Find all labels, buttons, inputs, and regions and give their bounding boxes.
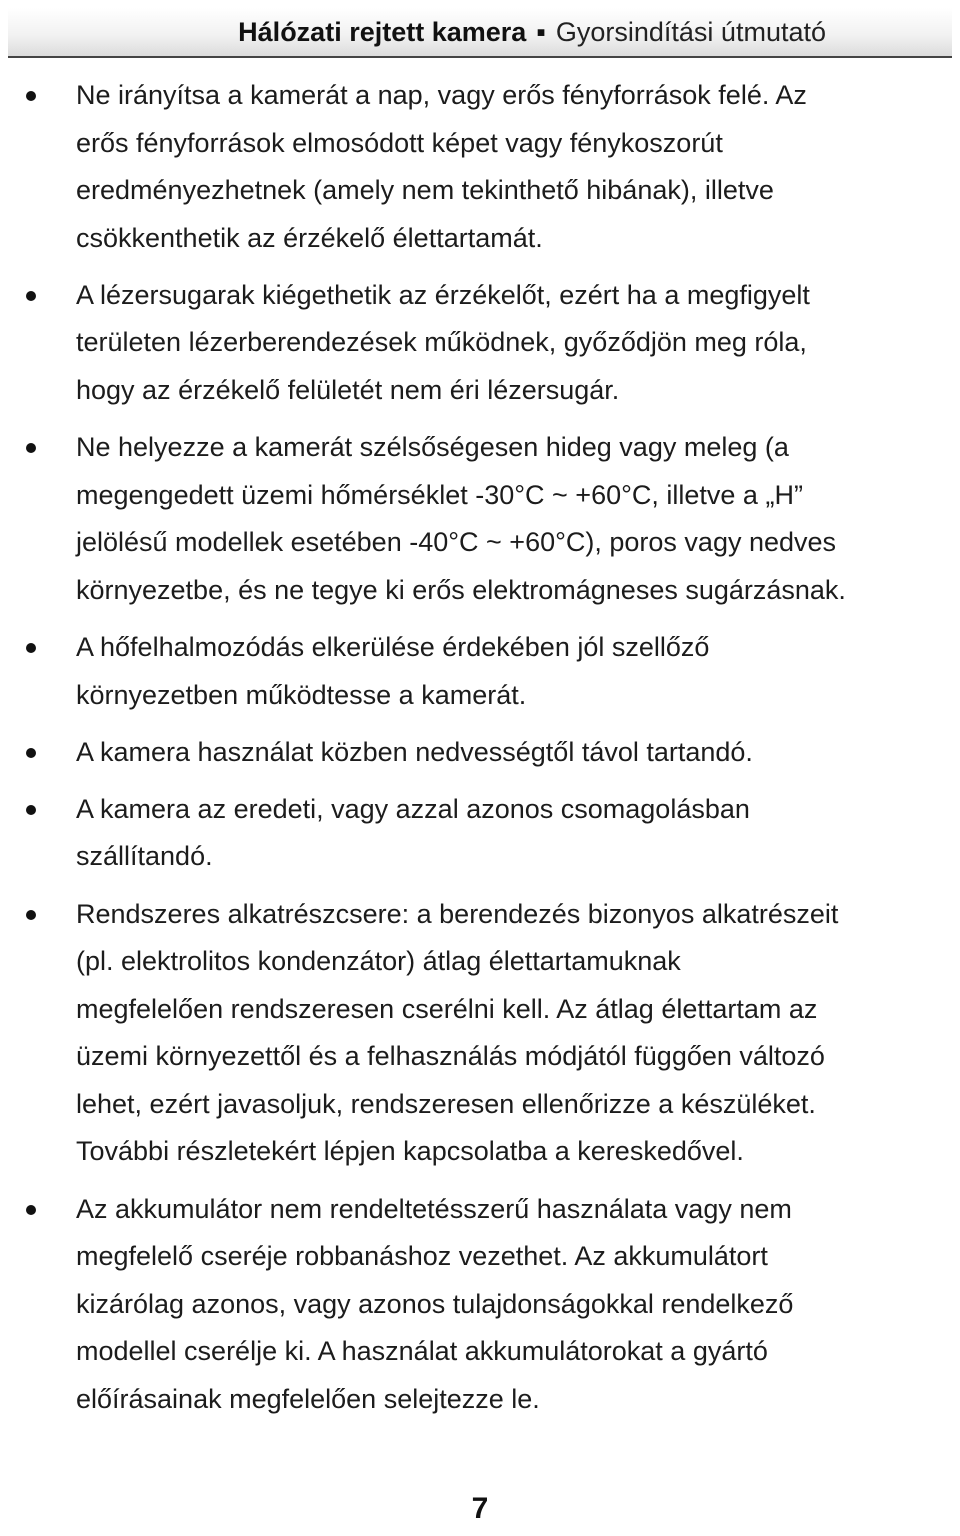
safety-instructions-list <box>26 72 946 1433</box>
text-line: A hőfelhalmozódás elkerülése érdekében jól szellőző <box>76 632 710 663</box>
text-line: Ne helyezze a kamerát szélsőségesen hideg vagy meleg (a <box>76 432 789 463</box>
text-line: Ne irányítsa a kamerát a nap, vagy erős fényforrások felé. Az <box>76 80 807 110</box>
text-line: A kamera használat közben nedvességtől távol tartandó. <box>76 736 753 767</box>
text-line: A lézersugarak kiégethetik az érzékelőt, ezért ha a megfigyelt <box>76 279 810 310</box>
text-line: környezetben működtesse a kamerát. <box>76 679 527 710</box>
text-line: További részletekért lépjen kapcsolatba a kereskedővel. <box>76 1136 744 1167</box>
text-line: Rendszeres alkatrészcsere: a berendezés bizonyos alkatrészeit <box>76 898 839 929</box>
text-line: erős fényforrások elmosódott képet vagy fénykoszorút <box>76 127 723 158</box>
text-line: Az akkumulátor nem rendeltetésszerű használata vagy nem <box>76 1193 792 1224</box>
bullet-icon <box>26 443 36 453</box>
list-item <box>26 424 946 614</box>
list-item <box>26 272 946 415</box>
text-line: modellel cserélje ki. A használat akkumulátorokat a gyártó <box>76 1336 768 1367</box>
text-line: csökkenthetik az érzékelő élettartamát. <box>76 222 543 253</box>
text-line: megfelelő cseréje robbanáshoz vezethet. Az akkumulátort <box>76 1241 768 1272</box>
page-header <box>8 8 952 58</box>
bullet-icon <box>26 1205 36 1215</box>
header-text <box>238 16 826 48</box>
text-line: szállítandó. <box>76 841 213 872</box>
bullet-icon <box>26 748 36 758</box>
text-line: A kamera az eredeti, vagy azzal azonos csomagolásban <box>76 793 750 824</box>
list-item <box>26 729 946 777</box>
text-line: előírásainak megfelelően selejtezze le. <box>76 1383 540 1414</box>
text-line: környezetbe, és ne tegye ki erős elektromágneses sugárzásnak. <box>76 574 846 605</box>
list-item <box>26 624 946 719</box>
bullet-icon <box>26 910 36 920</box>
text-line: jelölésű modellek esetében -40°C ~ +60°C), poros vagy nedves <box>76 527 837 558</box>
bullet-icon <box>26 91 36 101</box>
text-line: hogy az érzékelő felületét nem éri lézersugár. <box>76 375 620 406</box>
header-separator: ▪ <box>536 17 546 47</box>
list-item <box>26 891 946 1177</box>
list-item <box>26 1186 946 1424</box>
text-line: eredményezhetnek (amely nem tekinthető hibának), illetve <box>76 175 774 206</box>
text-line: kizárólag azonos, vagy azonos tulajdonságokkal rendelkező <box>76 1288 794 1319</box>
document-subtitle: Gyorsindítási útmutató <box>555 17 826 47</box>
text-line: megengedett üzemi hőmérséklet -30°C ~ +60°C, illetve a „H” <box>76 479 803 510</box>
list-item <box>26 786 946 881</box>
text-line: területen lézerberendezések működnek, győződjön meg róla, <box>76 327 807 358</box>
bullet-icon <box>26 643 36 653</box>
text-line: lehet, ezért javasoljuk, rendszeresen ellenőrizze a készüléket. <box>76 1088 816 1119</box>
text-line: üzemi környezettől és a felhasználás módjától függően változó <box>76 1041 825 1072</box>
bullet-icon <box>26 291 36 301</box>
document-title: Hálózati rejtett kamera <box>238 17 527 47</box>
bullet-icon <box>26 805 36 815</box>
text-line: (pl. elektrolitos kondenzátor) átlag élettartamuknak <box>76 946 681 977</box>
text-line: megfelelően rendszeresen cserélni kell. Az átlag élettartam az <box>76 993 818 1024</box>
list-item <box>26 72 946 262</box>
page-number: 7 <box>471 1492 489 1525</box>
